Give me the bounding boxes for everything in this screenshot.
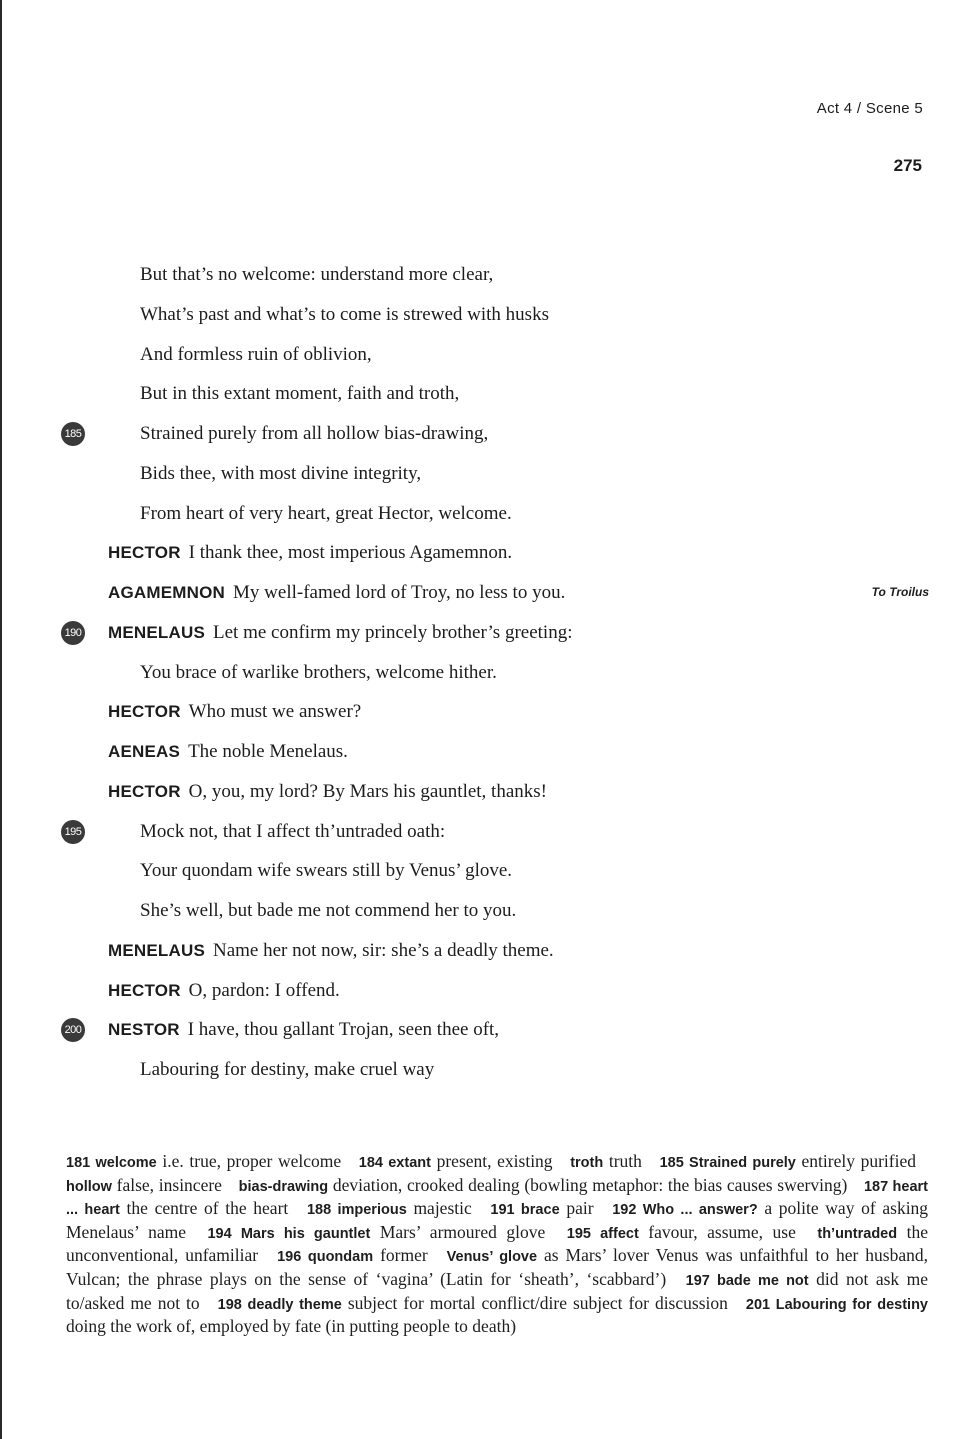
verse-line	[0, 772, 979, 812]
verse-line	[0, 454, 979, 494]
note-term: Venus’ glove	[446, 1249, 538, 1266]
verse-text	[108, 613, 572, 653]
verse-text	[108, 732, 348, 772]
line-text: Who must we answer?	[188, 701, 362, 723]
verse-line	[0, 971, 979, 1011]
footnotes	[66, 1151, 928, 1338]
verse-text	[140, 295, 549, 335]
note-term: 184 extant	[358, 1155, 431, 1171]
note-gloss: doing the work of, employed by fate (in putting people to death)	[66, 1316, 517, 1337]
speaker-name: HECTOR	[108, 980, 181, 1000]
note-gloss: a polite way of asking Menelaus’ name	[66, 1198, 929, 1242]
line-text: Labouring for destiny, make cruel way	[140, 1059, 435, 1080]
note-term: 196 quondam	[277, 1249, 374, 1266]
note-term: troth	[570, 1155, 604, 1171]
line-number-badge: 190	[61, 621, 85, 645]
note-gloss: the centre of the heart	[126, 1198, 289, 1219]
note-entry	[660, 1151, 916, 1171]
verse-line	[0, 335, 979, 375]
note-entry	[570, 1151, 642, 1171]
note-entry	[490, 1198, 593, 1218]
line-text: Your quondam wife swears still by Venus’ glove.	[140, 860, 513, 882]
note-term: hollow	[66, 1178, 112, 1195]
verse-line	[0, 533, 979, 573]
verse-line	[0, 613, 979, 653]
note-term: 197 bade me not	[685, 1272, 809, 1289]
note-entry	[567, 1222, 796, 1242]
note-entry	[66, 1151, 341, 1171]
note-gloss: truth	[608, 1151, 642, 1171]
stage-direction: To Troilus	[871, 585, 929, 599]
line-text: What’s past and what’s to come is strewed with husks	[140, 303, 549, 325]
line-text: Let me confirm my princely brother’s greeting:	[213, 621, 573, 643]
verse-line	[0, 1050, 979, 1090]
speaker-name: HECTOR	[108, 543, 181, 563]
note-gloss: subject for mortal conflict/dire subject for discussion	[347, 1292, 728, 1313]
line-text: But in this extant moment, faith and troth,	[140, 383, 460, 405]
note-entry	[359, 1151, 553, 1171]
note-gloss: i.e. true, proper welcome	[162, 1151, 342, 1171]
note-entry	[66, 1175, 222, 1195]
line-text: From heart of very heart, great Hector, welcome.	[140, 502, 512, 524]
verse-text	[140, 494, 512, 534]
speaker-name: HECTOR	[108, 702, 181, 722]
verse-text	[108, 573, 565, 613]
note-term: 191 brace	[490, 1202, 560, 1219]
verse-text	[108, 533, 512, 573]
note-entry	[218, 1293, 728, 1313]
line-text: Strained purely from all hollow bias-drawing,	[140, 423, 489, 444]
note-gloss: as Mars’ lover Venus was unfaithful to her husband, Vulcan; the phrase plays on the sense of ‘vagina’ (Latin for ‘sheath’, ‘scabbard’)	[66, 1245, 929, 1289]
verse-text	[108, 971, 340, 1011]
verse-text	[140, 374, 459, 414]
verse-line	[0, 692, 979, 732]
page-number: 275	[893, 156, 922, 175]
line-text: I have, thou gallant Trojan, seen thee oft,	[187, 1019, 500, 1041]
verse-block	[0, 255, 979, 1090]
verse-text	[140, 851, 512, 891]
note-term: 185 Strained purely	[659, 1155, 796, 1171]
note-entry	[207, 1222, 545, 1242]
verse-text	[140, 335, 372, 375]
verse-text	[108, 772, 547, 812]
verse-line	[0, 374, 979, 414]
speaker-name: NESTOR	[108, 1020, 180, 1040]
note-term: 201 Labouring for destiny	[745, 1296, 928, 1313]
line-number-badge: 200	[61, 1018, 85, 1042]
line-text: O, pardon: I offend.	[188, 979, 340, 1001]
line-text: She’s well, but bade me not commend her to you.	[140, 900, 517, 921]
verse-line	[0, 573, 979, 613]
verse-text	[140, 891, 516, 931]
note-gloss: majestic	[413, 1198, 472, 1219]
note-gloss: deviation, crooked dealing (bowling metaphor: the bias causes swerving)	[332, 1174, 848, 1195]
verse-text	[108, 1010, 499, 1050]
note-entry	[277, 1245, 428, 1265]
line-text: You brace of warlike brothers, welcome hither.	[140, 661, 497, 683]
verse-text	[140, 414, 488, 454]
speaker-name: MENELAUS	[108, 940, 205, 960]
note-term: 192 Who ... answer?	[612, 1202, 758, 1219]
note-term: bias-drawing	[238, 1178, 329, 1195]
note-gloss: entirely purified	[801, 1151, 916, 1171]
speaker-name: AGAMEMNON	[108, 583, 226, 602]
speaker-name: MENELAUS	[108, 622, 205, 642]
verse-line	[0, 1010, 979, 1050]
verse-text	[140, 1050, 434, 1090]
verse-text	[140, 812, 445, 852]
note-gloss: false, insincere	[116, 1174, 222, 1195]
line-text: Name her not now, sir: she’s a deadly theme.	[213, 939, 554, 961]
note-term: th’untraded	[817, 1225, 898, 1242]
line-text: But that’s no welcome: understand more clear,	[140, 264, 494, 285]
verse-line	[0, 732, 979, 772]
verse-text	[140, 653, 497, 693]
note-entry	[239, 1175, 848, 1195]
verse-line	[0, 494, 979, 534]
speaker-name: HECTOR	[108, 781, 181, 801]
running-head: Act 4 / Scene 5	[816, 100, 923, 117]
verse-line	[0, 891, 979, 931]
note-term: 187 heart ... heart	[66, 1178, 929, 1219]
line-number-badge: 195	[61, 820, 85, 844]
verse-line	[0, 295, 979, 335]
note-term: 194 Mars his gauntlet	[207, 1225, 371, 1242]
note-entry	[307, 1198, 472, 1218]
verse-line	[0, 414, 979, 454]
verse-line	[0, 851, 979, 891]
line-text: The noble Menelaus.	[188, 741, 348, 762]
verse-line	[0, 255, 979, 295]
note-gloss: former	[380, 1245, 428, 1266]
note-gloss: did not ask me to/asked me not to	[66, 1268, 929, 1313]
note-term: 188 imperious	[306, 1202, 407, 1219]
line-text: And formless ruin of oblivion,	[140, 343, 372, 365]
verse-line	[0, 812, 979, 852]
line-text: Bids thee, with most divine integrity,	[140, 462, 422, 484]
note-term: 181 welcome	[66, 1155, 157, 1171]
speaker-name: AENEAS	[108, 742, 181, 761]
line-text: I thank thee, most imperious Agamemnon.	[188, 542, 513, 564]
verse-text	[108, 931, 554, 971]
line-text: O, you, my lord? By Mars his gauntlet, thanks!	[188, 780, 547, 802]
note-gloss: pair	[566, 1198, 594, 1219]
note-term: 195 affect	[566, 1225, 639, 1242]
verse-text	[140, 255, 493, 295]
note-gloss: favour, assume, use	[648, 1221, 796, 1242]
line-text: Mock not, that I affect th’untraded oath:	[140, 820, 446, 842]
verse-line	[0, 653, 979, 693]
note-gloss: Mars’ armoured glove	[379, 1221, 546, 1242]
verse-line	[0, 931, 979, 971]
verse-text	[108, 692, 361, 732]
line-text: My well-famed lord of Troy, no less to you.	[233, 582, 566, 603]
note-gloss: the unconventional, unfamiliar	[66, 1221, 928, 1266]
line-number-badge: 185	[61, 422, 85, 446]
note-gloss: present, existing	[436, 1151, 553, 1171]
note-term: 198 deadly theme	[217, 1296, 342, 1313]
verse-text	[140, 454, 421, 494]
